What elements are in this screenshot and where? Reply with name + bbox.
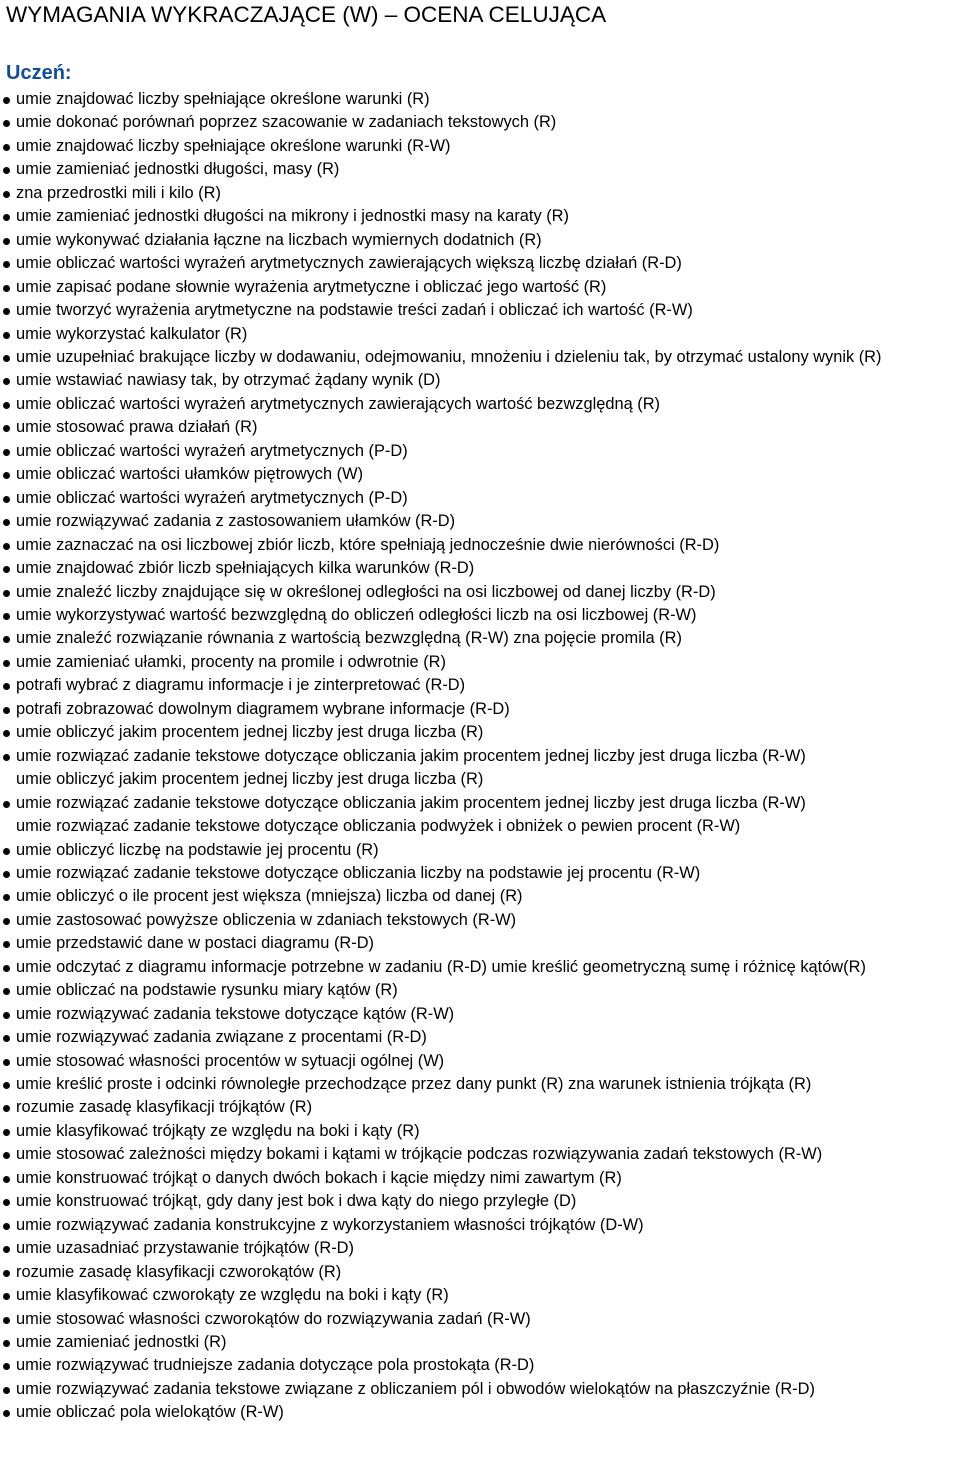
list-item-text: umie znajdować liczby spełniające określone warunki (R) xyxy=(16,90,430,108)
list-item-text: umie obliczać wartości wyrażeń arytmetycznych zawierających większą liczbę działań (R-D) xyxy=(16,254,682,273)
list-item-text: umie zamieniać ułamki, procenty na promile i odwrotnie (R) xyxy=(16,652,446,671)
bullet-icon xyxy=(3,449,10,456)
list-item xyxy=(0,557,960,580)
list-item xyxy=(0,1120,960,1143)
list-item xyxy=(0,323,960,346)
bullet-icon xyxy=(3,1317,10,1324)
bullet-icon xyxy=(3,1410,10,1417)
list-item xyxy=(0,815,960,838)
bullet-icon xyxy=(3,1105,10,1112)
list-item xyxy=(0,416,960,439)
list-item xyxy=(0,158,960,181)
list-item-text: umie zamieniać jednostki (R) xyxy=(16,1333,227,1352)
list-item xyxy=(0,1214,960,1237)
list-item-text: umie rozwiązać zadanie tekstowe dotyczące obliczania liczby na podstawie jej procentu (R-W) xyxy=(16,863,701,882)
bullet-icon xyxy=(3,1223,10,1230)
list-item-text: umie rozwiązywać zadania związane z procentami (R-D) xyxy=(16,1028,427,1047)
list-item xyxy=(0,1308,960,1331)
bullet-icon xyxy=(3,120,10,127)
bullet-icon xyxy=(3,1340,10,1347)
bullet-icon xyxy=(3,848,10,855)
list-item-text: umie rozwiązywać zadania tekstowe związane z obliczaniem pól i obwodów wielokątów na płaszczyźnie (R-D) xyxy=(16,1379,815,1398)
list-item xyxy=(0,627,960,650)
list-item-text: umie konstruować trójkąt o danych dwóch bokach i kącie między nimi zawartym (R) xyxy=(16,1168,622,1187)
list-item-text: rozumie zasadę klasyfikacji trójkątów (R) xyxy=(16,1098,313,1117)
list-item xyxy=(0,487,960,510)
list-item xyxy=(0,1096,960,1119)
list-item xyxy=(0,1003,960,1026)
bullet-icon xyxy=(3,97,10,104)
list-item xyxy=(0,205,960,228)
list-item xyxy=(0,346,946,369)
list-item xyxy=(0,111,960,134)
bullet-icon xyxy=(3,636,10,643)
list-item xyxy=(0,1143,960,1166)
bullet-icon xyxy=(3,871,10,878)
list-item-text: umie obliczyć liczbę na podstawie jej procentu (R) xyxy=(16,840,379,859)
bullet-icon xyxy=(3,285,10,292)
bullet-icon xyxy=(3,1059,10,1066)
list-item xyxy=(0,182,960,205)
list-item xyxy=(0,792,960,815)
list-item xyxy=(0,1167,960,1190)
list-item xyxy=(0,1401,960,1424)
bullet-icon xyxy=(3,894,10,901)
list-item-text: umie zaznaczać na osi liczbowej zbiór liczb, które spełniają jednocześnie dwie nierówności (R-D) xyxy=(16,535,720,554)
list-item xyxy=(0,721,960,744)
bullet-icon xyxy=(3,1129,10,1136)
list-item xyxy=(0,745,960,768)
bullet-icon xyxy=(3,613,10,620)
list-item xyxy=(0,885,960,908)
list-item-text: umie rozwiązywać zadania z zastosowaniem ułamków (R-D) xyxy=(16,512,456,531)
list-item xyxy=(0,1050,960,1073)
list-item-text: umie rozwiązać zadanie tekstowe dotyczące obliczania jakim procentem jednej liczby jest druga liczba (R-W) xyxy=(16,793,806,812)
list-item xyxy=(0,135,960,158)
list-item xyxy=(0,979,960,1002)
list-item-text: umie obliczać wartości wyrażeń arytmetycznych zawierających wartość bezwzględną (R) xyxy=(16,394,661,413)
bullet-icon xyxy=(3,801,10,808)
bullet-icon xyxy=(3,238,10,245)
bullet-icon xyxy=(3,355,10,362)
bullet-icon xyxy=(3,590,10,597)
bullet-icon xyxy=(3,1363,10,1370)
bullet-icon xyxy=(3,660,10,667)
list-item xyxy=(0,1190,960,1213)
list-item xyxy=(0,229,960,252)
bullet-icon xyxy=(3,1035,10,1042)
list-item xyxy=(0,1026,960,1049)
bullet-icon xyxy=(3,425,10,432)
list-item-text: umie obliczyć o ile procent jest większa (mniejsza) liczba od danej (R) xyxy=(16,887,523,906)
list-item xyxy=(0,1378,960,1401)
list-item-text: umie zamieniać jednostki długości na mikrony i jednostki masy na karaty (R) xyxy=(16,207,569,226)
bullet-icon xyxy=(3,988,10,995)
bullet-icon xyxy=(3,496,10,503)
list-item xyxy=(0,1354,960,1377)
list-item xyxy=(0,1261,960,1284)
bullet-icon xyxy=(3,1293,10,1300)
list-item-text: umie obliczać wartości wyrażeń arytmetycznych (P-D) xyxy=(16,441,408,460)
list-item-text: umie tworzyć wyrażenia arytmetyczne na podstawie treści zadań i obliczać ich wartość (R-W) xyxy=(16,301,693,320)
requirements-list xyxy=(0,88,960,1425)
list-item-text: umie rozwiązać zadanie tekstowe dotyczące obliczania jakim procentem jednej liczby jest druga liczba (R-W) xyxy=(16,746,806,765)
list-item xyxy=(0,88,960,111)
list-item xyxy=(0,299,960,322)
list-item-text: umie znajdować liczby spełniające określone warunki (R-W) xyxy=(16,136,451,155)
bullet-icon xyxy=(3,1199,10,1206)
list-item xyxy=(0,252,960,275)
list-item-text: umie wykonywać działania łączne na liczbach wymiernych dodatnich (R) xyxy=(16,230,542,249)
bullet-icon xyxy=(3,472,10,479)
list-item-text: umie konstruować trójkąt, gdy dany jest bok i dwa kąty do niego przyległe (D) xyxy=(16,1192,577,1211)
list-item-text: umie stosować prawa działań (R) xyxy=(16,418,258,437)
list-item-text: umie zastosować powyższe obliczenia w zdaniach tekstowych (R-W) xyxy=(16,910,517,929)
list-item xyxy=(0,651,960,674)
list-item xyxy=(0,956,946,979)
list-item xyxy=(0,534,960,557)
bullet-icon xyxy=(3,378,10,385)
list-item-text: umie stosować zależności między bokami i kątami w trójkącie podczas rozwiązywania zadań tekstowych (R-W) xyxy=(16,1145,823,1164)
bullet-icon xyxy=(3,1176,10,1183)
list-item-text: umie odczytać z diagramu informacje potrzebne w zadaniu (R-D) umie kreślić geometryczną sumę i różnicę kątów(R) xyxy=(16,957,866,976)
list-item xyxy=(0,393,960,416)
bullet-icon xyxy=(3,1270,10,1277)
list-item xyxy=(0,581,960,604)
list-item xyxy=(0,440,960,463)
bullet-icon xyxy=(3,1387,10,1394)
list-item-text: umie rozwiązywać trudniejsze zadania dotyczące pola prostokąta (R-D) xyxy=(16,1356,535,1375)
list-item xyxy=(0,510,960,533)
list-item xyxy=(0,839,960,862)
bullet-icon xyxy=(3,965,10,972)
bullet-icon xyxy=(3,167,10,174)
list-item-text: umie rozwiązywać zadania konstrukcyjne z wykorzystaniem własności trójkątów (D-W) xyxy=(16,1215,644,1234)
bullet-icon xyxy=(3,918,10,925)
bullet-icon xyxy=(3,941,10,948)
list-item xyxy=(0,604,960,627)
list-item-text: rozumie zasadę klasyfikacji czworokątów (R) xyxy=(16,1262,342,1281)
list-item-text: umie obliczyć jakim procentem jednej liczby jest druga liczba (R) xyxy=(16,723,484,742)
list-item xyxy=(0,862,960,885)
list-item-text: umie kreślić proste i odcinki równoległe przechodzące przez dany punkt (R) zna warunek istnienia trójkąta (R) xyxy=(16,1075,812,1094)
list-item-text: umie znajdować zbiór liczb spełniających kilka warunków (R-D) xyxy=(16,559,475,578)
bullet-icon xyxy=(3,1246,10,1253)
section-heading: Uczeń: xyxy=(6,62,72,84)
bullet-icon xyxy=(3,730,10,737)
list-item-text: umie uzupełniać brakujące liczby w dodawaniu, odejmowaniu, mnożeniu i dzieleniu tak, by otrzymać ustalony wynik (R) xyxy=(16,347,882,366)
bullet-icon xyxy=(3,191,10,198)
list-item-text: umie obliczać wartości wyrażeń arytmetycznych (P-D) xyxy=(16,488,408,507)
bullet-icon xyxy=(3,707,10,714)
list-item xyxy=(0,276,960,299)
bullet-icon xyxy=(3,308,10,315)
list-item-text: umie obliczać na podstawie rysunku miary kątów (R) xyxy=(16,981,398,1000)
list-item-text: umie stosować własności czworokątów do rozwiązywania zadań (R-W) xyxy=(16,1309,531,1328)
bullet-icon xyxy=(3,1082,10,1089)
list-item-text: umie rozwiązać zadanie tekstowe dotyczące obliczania podwyżek i obniżek o pewien procent (R-W) xyxy=(16,817,741,836)
bullet-icon xyxy=(3,332,10,339)
page-title: WYMAGANIA WYKRACZAJĄCE (W) – OCENA CELUJĄCA xyxy=(6,2,607,27)
list-item-text: umie przedstawić dane w postaci diagramu (R-D) xyxy=(16,934,375,953)
list-item xyxy=(0,698,960,721)
list-item-text: umie obliczać wartości ułamków piętrowych (W) xyxy=(16,465,364,484)
bullet-icon xyxy=(3,402,10,409)
list-item xyxy=(0,1073,960,1096)
list-item-text: umie uzasadniać przystawanie trójkątów (R-D) xyxy=(16,1239,354,1258)
list-item-text: umie obliczać pola wielokątów (R-W) xyxy=(16,1403,284,1422)
list-item xyxy=(0,909,960,932)
bullet-icon xyxy=(3,144,10,151)
list-item xyxy=(0,768,960,791)
list-item xyxy=(0,369,960,392)
list-item-text: umie zapisać podane słownie wyrażenia arytmetyczne i obliczać jego wartość (R) xyxy=(16,277,607,296)
bullet-icon xyxy=(3,214,10,221)
list-item xyxy=(0,932,960,955)
bullet-icon xyxy=(3,1012,10,1019)
list-item-text: umie wykorzystać kalkulator (R) xyxy=(16,324,248,343)
bullet-icon xyxy=(3,683,10,690)
bullet-icon xyxy=(3,754,10,761)
list-item-text: umie zamieniać jednostki długości, masy (R) xyxy=(16,160,340,179)
list-item-text: umie klasyfikować czworokąty ze względu na boki i kąty (R) xyxy=(16,1286,449,1305)
bullet-icon xyxy=(3,566,10,573)
list-item xyxy=(0,1284,960,1307)
bullet-icon xyxy=(3,261,10,268)
list-item-text: umie stosować własności procentów w sytuacji ogólnej (W) xyxy=(16,1051,445,1070)
list-item-text: umie obliczyć jakim procentem jednej liczby jest druga liczba (R) xyxy=(16,770,484,789)
list-item xyxy=(0,674,960,697)
list-item-text: umie wstawiać nawiasy tak, by otrzymać żądany wynik (D) xyxy=(16,371,441,390)
list-item-text: umie rozwiązywać zadania tekstowe dotyczące kątów (R-W) xyxy=(16,1004,455,1023)
bullet-icon xyxy=(3,1152,10,1159)
list-item xyxy=(0,1237,960,1260)
bullet-icon xyxy=(3,519,10,526)
list-item-text: umie wykorzystywać wartość bezwzględną do obliczeń odległości liczb na osi liczbowej (R-W) xyxy=(16,605,697,624)
list-item-text: umie klasyfikować trójkąty ze względu na boki i kąty (R) xyxy=(16,1121,420,1140)
list-item-text: potrafi zobrazować dowolnym diagramem wybrane informacje (R-D) xyxy=(16,699,510,718)
list-item-text: potrafi wybrać z diagramu informacje i je zinterpretować (R-D) xyxy=(16,676,466,695)
list-item-text: zna przedrostki mili i kilo (R) xyxy=(16,183,221,202)
list-item-text: umie dokonać porównań poprzez szacowanie w zadaniach tekstowych (R) xyxy=(16,113,557,132)
list-item xyxy=(0,1331,960,1354)
list-item xyxy=(0,463,960,486)
list-item-text: umie znaleźć liczby znajdujące się w określonej odległości na osi liczbowej od danej liczby (R-D) xyxy=(16,582,716,601)
bullet-icon xyxy=(3,543,10,550)
list-item-text: umie znaleźć rozwiązanie równania z wartością bezwzględną (R-W) zna pojęcie promila (R) xyxy=(16,629,682,648)
